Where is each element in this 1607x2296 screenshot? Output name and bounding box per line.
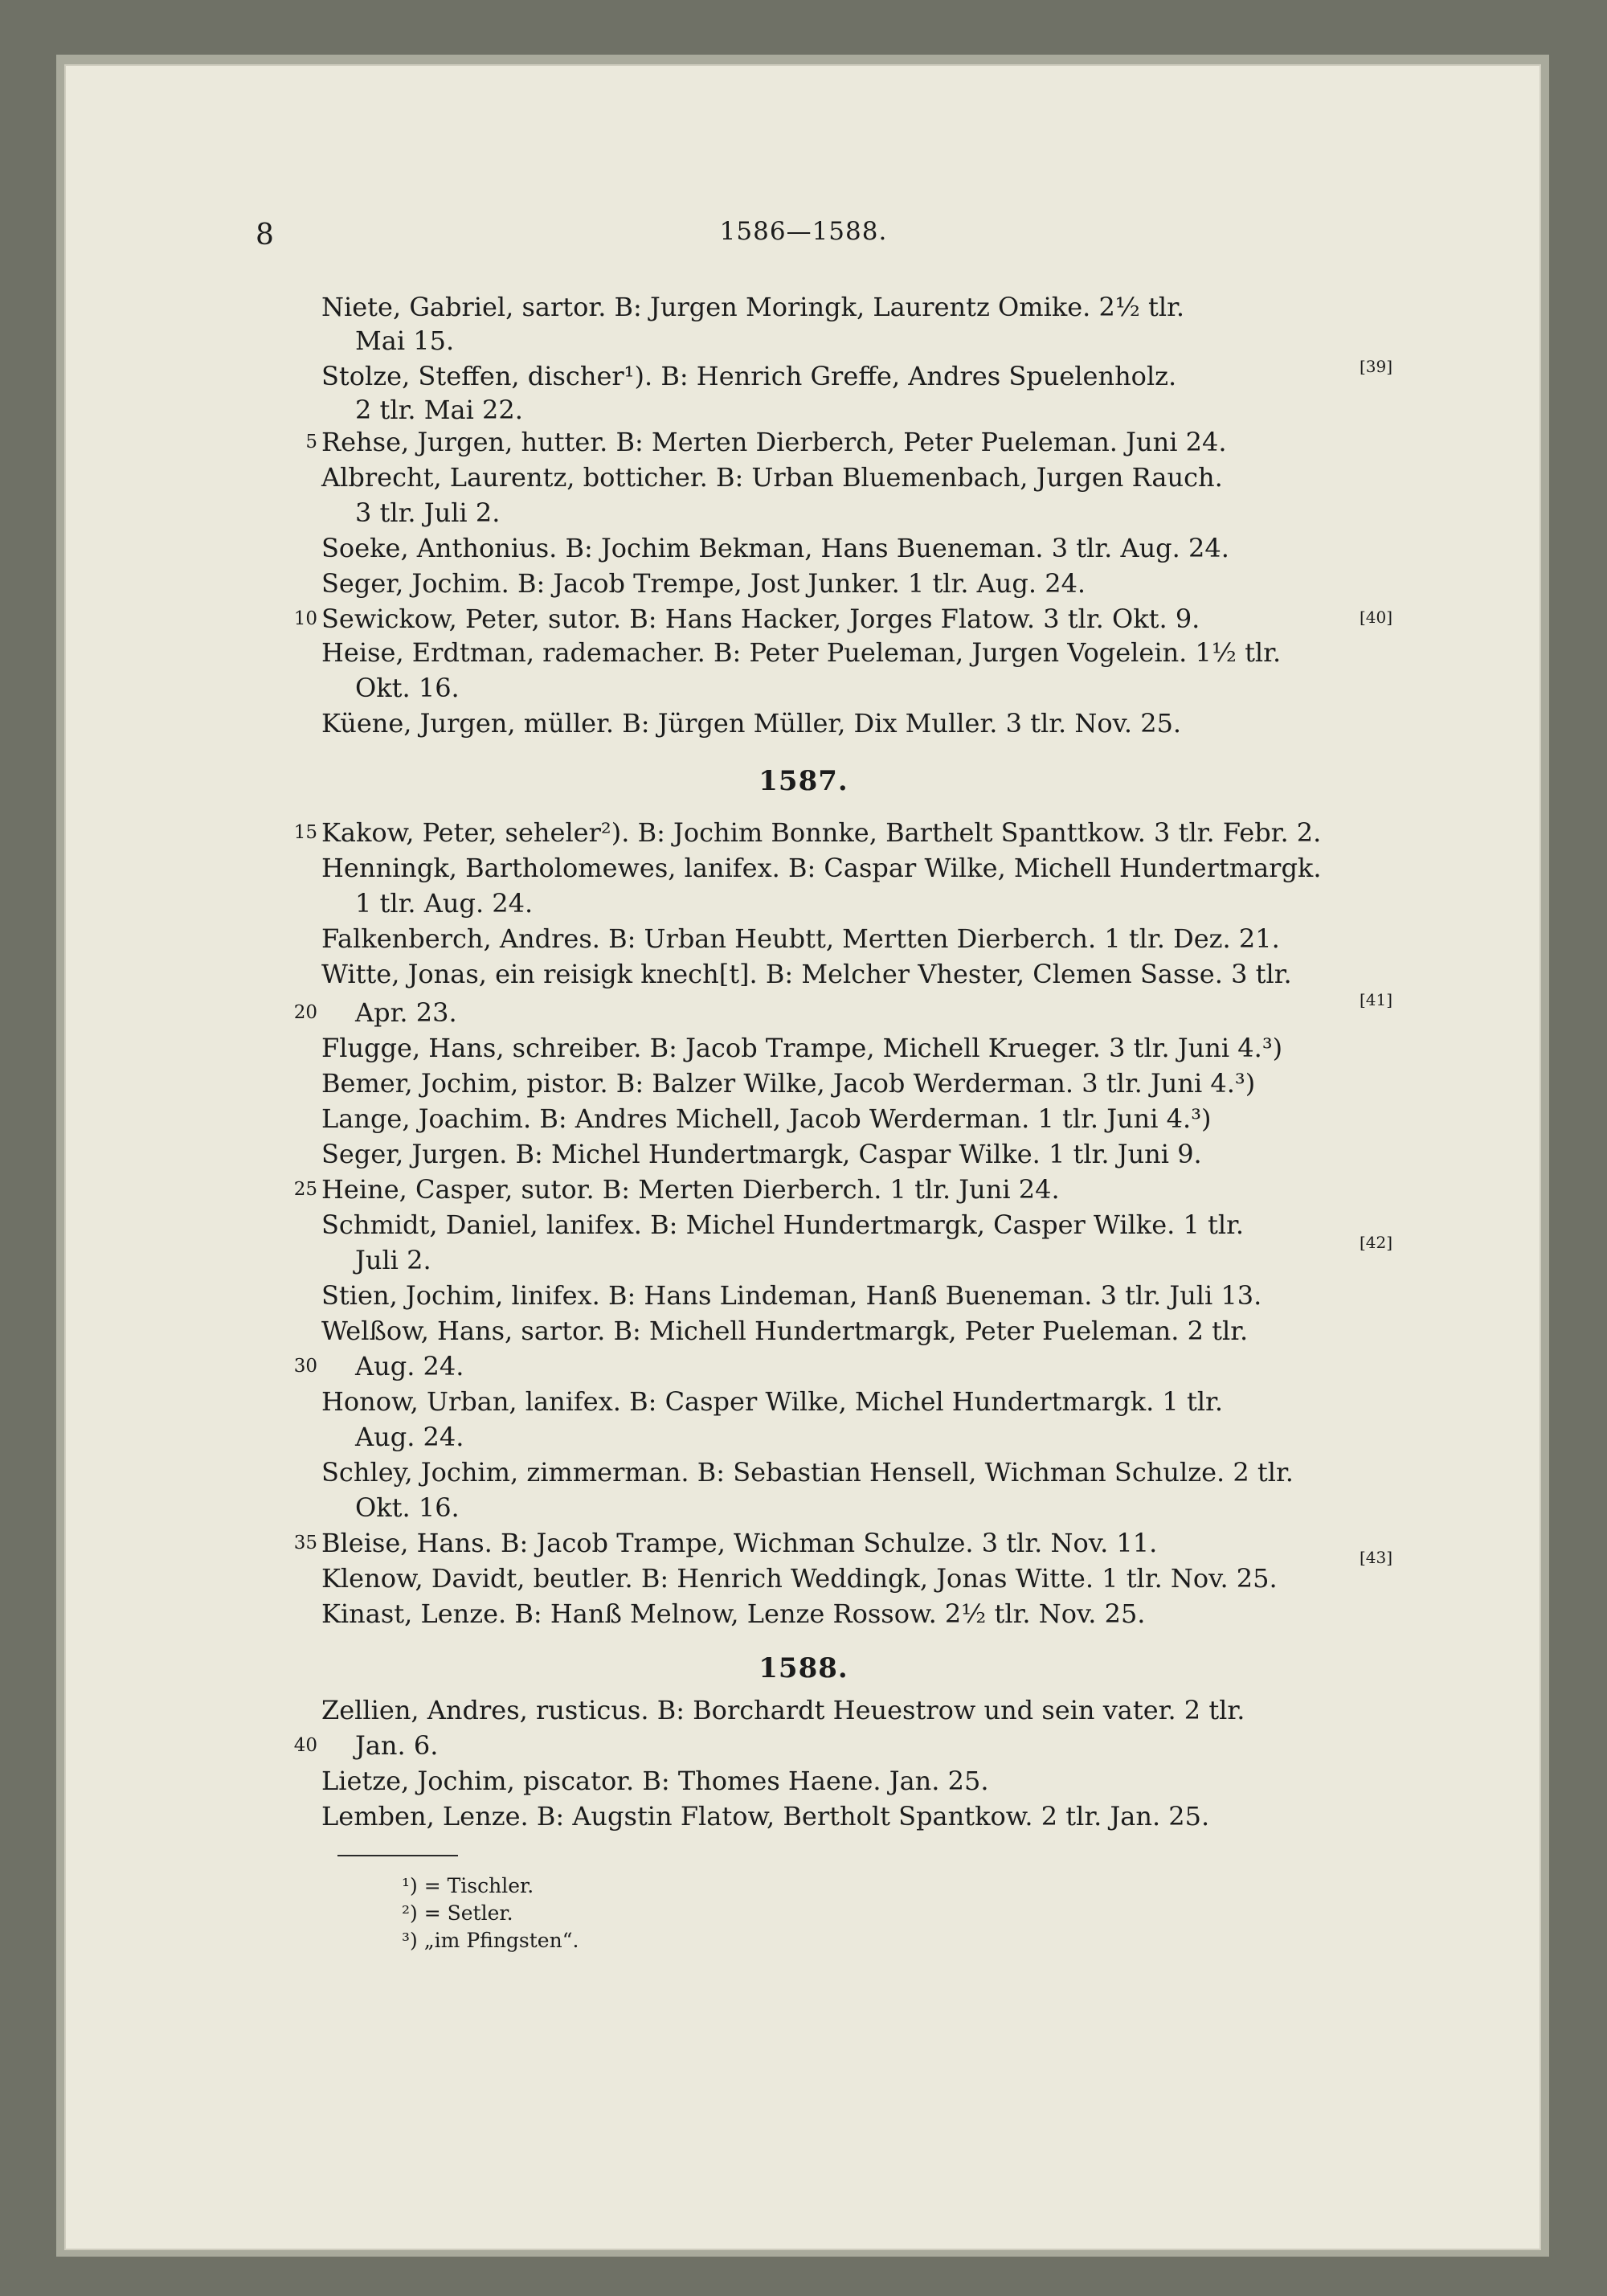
entry-line: Stien, Jochim, linifex. B: Hans Lindeman, Hanß Bueneman. 3 tlr. Juli 13. — [321, 1280, 1262, 1311]
entry-line: Schley, Jochim, zimmerman. B: Sebastian Hensell, Wichman Schulze. 2 tlr. — [321, 1457, 1294, 1488]
margin-reference: [42] — [1360, 1233, 1393, 1252]
entry-line: Aug. 24. — [355, 1422, 464, 1452]
entry-line: Albrecht, Laurentz, botticher. B: Urban Bluemenbach, Jurgen Rauch. — [321, 462, 1223, 493]
entry-line: Okt. 16. — [355, 1492, 460, 1523]
line-number: 30 — [293, 1356, 317, 1377]
entry-line: Niete, Gabriel, sartor. B: Jurgen Moringk, Laurentz Omike. 2½ tlr. — [321, 292, 1185, 322]
year-heading: 1587. — [759, 765, 848, 797]
entry-line: Zellien, Andres, rusticus. B: Borchardt Heuestrow und sein vater. 2 tlr. — [321, 1695, 1245, 1725]
line-number: 20 — [293, 1002, 317, 1023]
entry-line: Witte, Jonas, ein reisigk knech[t]. B: Melcher Vhester, Clemen Sasse. 3 tlr. — [321, 959, 1292, 989]
entry-line: Heise, Erdtman, rademacher. B: Peter Pueleman, Jurgen Vogelein. 1½ tlr. — [321, 637, 1282, 668]
margin-reference: [39] — [1360, 357, 1393, 376]
entry-line: Sewickow, Peter, sutor. B: Hans Hacker, Jorges Flatow. 3 tlr. Okt. 9. — [321, 604, 1200, 634]
line-number: 25 — [293, 1179, 317, 1200]
entry-line: Mai 15. — [355, 325, 455, 356]
footnote: ²) = Setler. — [402, 1901, 513, 1925]
entry-line: Lietze, Jochim, piscator. B: Thomes Haene. Jan. 25. — [321, 1766, 989, 1796]
entry-line: Falkenberch, Andres. B: Urban Heubtt, Mertten Dierberch. 1 tlr. Dez. 21. — [321, 923, 1280, 954]
footnote: ³) „im Pfingsten“. — [402, 1929, 579, 1952]
entry-line: Schmidt, Daniel, lanifex. B: Michel Hundertmargk, Casper Wilke. 1 tlr. — [321, 1209, 1245, 1240]
entry-line: Jan. 6. — [355, 1730, 439, 1761]
page-number: 8 — [256, 219, 274, 252]
entry-line: Lange, Joachim. B: Andres Michell, Jacob Werderman. 1 tlr. Juni 4.³) — [321, 1103, 1212, 1134]
entry-line: Lemben, Lenze. B: Augstin Flatow, Bertholt Spantkow. 2 tlr. Jan. 25. — [321, 1801, 1210, 1831]
entry-line: Aug. 24. — [355, 1351, 464, 1381]
line-number: 5 — [305, 432, 317, 452]
margin-reference: [41] — [1360, 990, 1393, 1009]
entry-line: 3 tlr. Juli 2. — [355, 497, 501, 528]
entry-line: Honow, Urban, lanifex. B: Casper Wilke, Michel Hundertmargk. 1 tlr. — [321, 1386, 1223, 1417]
entry-line: Apr. 23. — [355, 997, 457, 1028]
year-heading: 1588. — [759, 1652, 848, 1684]
entry-line: Henningk, Bartholomewes, lanifex. B: Caspar Wilke, Michell Hundertmargk. — [321, 853, 1322, 883]
running-head: 1586—1588. — [719, 217, 888, 246]
entry-line: Seger, Jurgen. B: Michel Hundertmargk, Caspar Wilke. 1 tlr. Juni 9. — [321, 1139, 1202, 1169]
entry-line: 2 tlr. Mai 22. — [355, 395, 523, 425]
entry-line: Flugge, Hans, schreiber. B: Jacob Trampe, Michell Krueger. 3 tlr. Juni 4.³) — [321, 1033, 1283, 1063]
entry-line: Kakow, Peter, seheler²). B: Jochim Bonnke, Barthelt Spanttkow. 3 tlr. Febr. 2. — [321, 817, 1322, 848]
entry-line: Klenow, Davidt, beutler. B: Henrich Weddingk, Jonas Witte. 1 tlr. Nov. 25. — [321, 1563, 1278, 1594]
entry-line: Stolze, Steffen, discher¹). B: Henrich Greffe, Andres Spuelenholz. — [321, 361, 1177, 391]
line-number: 10 — [293, 608, 317, 629]
margin-reference: [40] — [1360, 608, 1393, 627]
entry-line: Soeke, Anthonius. B: Jochim Bekman, Hans Bueneman. 3 tlr. Aug. 24. — [321, 533, 1229, 563]
line-number: 35 — [293, 1533, 317, 1553]
footnote-rule — [337, 1855, 458, 1856]
line-number: 40 — [293, 1735, 317, 1756]
footnote: ¹) = Tischler. — [402, 1874, 534, 1897]
line-number: 15 — [293, 822, 317, 843]
entry-line: Seger, Jochim. B: Jacob Trempe, Jost Junker. 1 tlr. Aug. 24. — [321, 568, 1086, 599]
entry-line: Welßow, Hans, sartor. B: Michell Hundertmargk, Peter Pueleman. 2 tlr. — [321, 1316, 1249, 1346]
entry-line: 1 tlr. Aug. 24. — [355, 888, 534, 919]
entry-line: Juli 2. — [355, 1245, 431, 1275]
margin-reference: [43] — [1360, 1548, 1393, 1567]
entry-line: Bleise, Hans. B: Jacob Trampe, Wichman Schulze. 3 tlr. Nov. 11. — [321, 1528, 1158, 1558]
entry-line: Heine, Casper, sutor. B: Merten Dierberch. 1 tlr. Juni 24. — [321, 1174, 1060, 1205]
entry-line: Okt. 16. — [355, 673, 460, 703]
entry-line: Bemer, Jochim, pistor. B: Balzer Wilke, Jacob Werderman. 3 tlr. Juni 4.³) — [321, 1068, 1256, 1099]
entry-line: Kinast, Lenze. B: Hanß Melnow, Lenze Rossow. 2½ tlr. Nov. 25. — [321, 1598, 1146, 1629]
entry-line: Rehse, Jurgen, hutter. B: Merten Dierberch, Peter Pueleman. Juni 24. — [321, 427, 1227, 457]
entry-line: Küene, Jurgen, müller. B: Jürgen Müller, Dix Muller. 3 tlr. Nov. 25. — [321, 708, 1182, 739]
